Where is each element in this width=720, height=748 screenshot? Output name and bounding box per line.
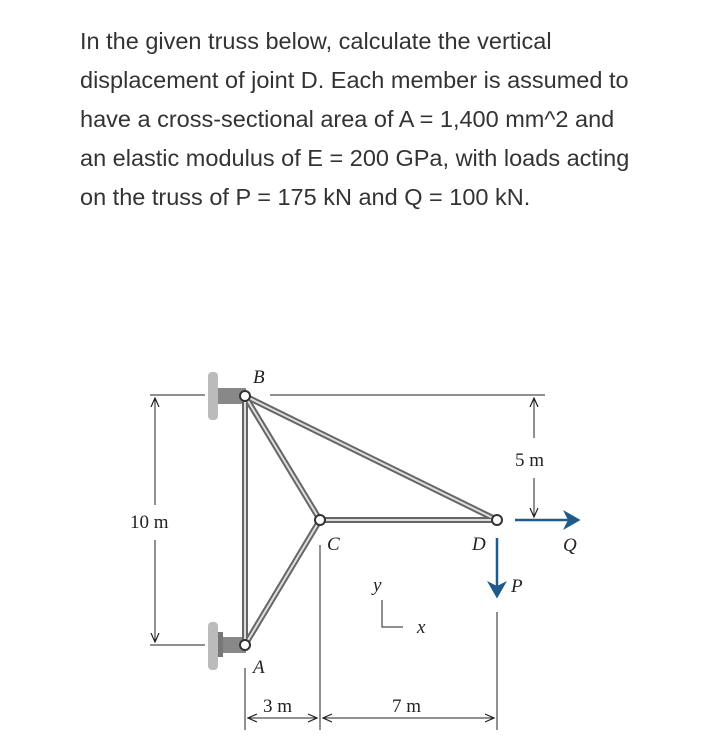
axis-label-y: y xyxy=(373,575,382,596)
dim-5m: 5 m xyxy=(515,450,545,471)
load-label-q: Q xyxy=(563,535,577,556)
load-label-p: P xyxy=(511,576,523,597)
axis-label-x: x xyxy=(417,617,426,638)
joint-label-b: B xyxy=(253,367,265,388)
joint-label-d: D xyxy=(472,534,486,555)
joint-label-a: A xyxy=(253,657,265,678)
joint-label-c: C xyxy=(327,534,340,555)
dim-3m: 3 m xyxy=(263,696,293,717)
question-text: In the given truss below, calculate the vertical displacement of joint D. Each member is assumed to have a cross-sectional area of A = 1,400 mm^2 and an elastic modulus of E = 200 GPa, with loads acting on the truss of P = 175 kN and Q = 100 kN. xyxy=(80,28,630,210)
dim-10m: 10 m xyxy=(130,512,169,533)
dim-7m: 7 m xyxy=(392,696,422,717)
